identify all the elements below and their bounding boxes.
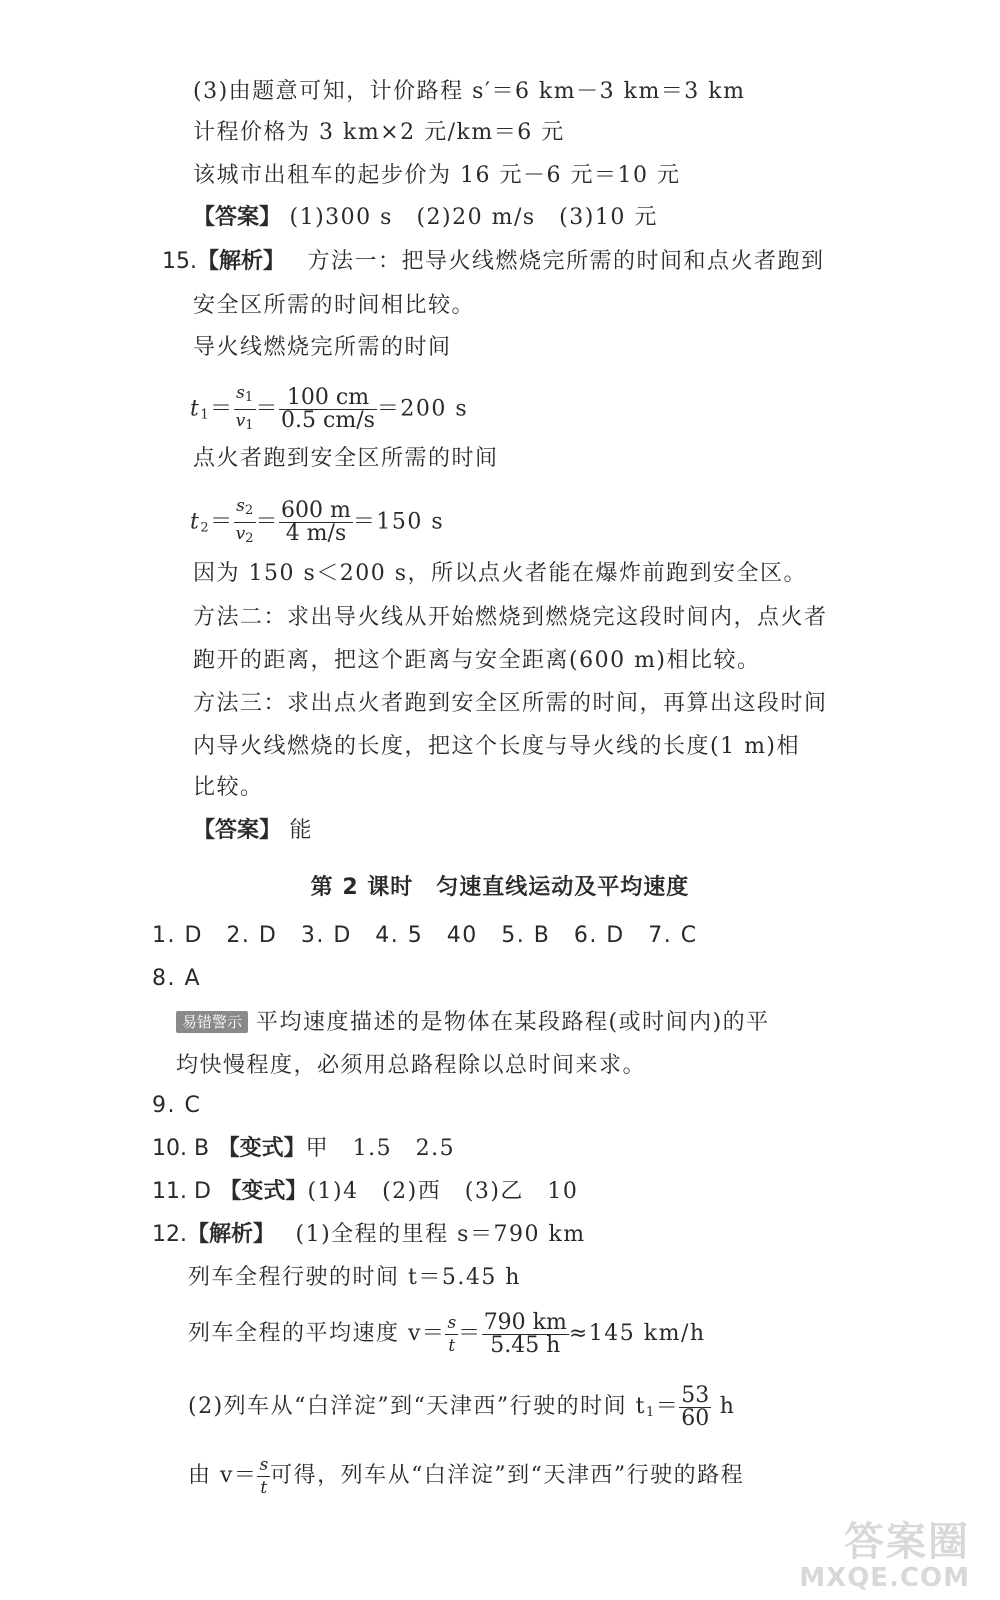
- q15-line-1: [162, 246, 825, 278]
- analysis-tag: 【解析】: [187, 1222, 276, 1247]
- q15-line-8: 方法三：求出点火者跑到安全区所需的时间，再算出这段时间: [193, 691, 828, 716]
- fraction-v: v: [235, 411, 246, 431]
- answers-row-1: 1. D 2. D 3. D 4. 5 40 5. B 6. D 7. C: [152, 923, 698, 948]
- formula-prefix: (2)列车从“白洋淀”到“天津西”行驶的时间 t: [188, 1394, 646, 1419]
- warning-text-1: 平均速度描述的是物体在某段路程(或时间内)的平: [256, 1010, 770, 1035]
- prev-answer: [193, 202, 658, 234]
- formula-var-sub: 1: [200, 407, 211, 423]
- formula-suffix: 可得，列车从“白洋淀”到“天津西”行驶的路程: [270, 1463, 745, 1488]
- prev-line-2: 计程价格为 3 km×2 元/km＝6 元: [193, 120, 565, 145]
- answers-row-2: 8. A: [152, 966, 202, 991]
- fraction-denominator: 0.5 cm/s: [281, 408, 375, 433]
- answers-row-3: 9. C: [152, 1093, 202, 1118]
- fraction-t: t: [260, 1477, 268, 1498]
- fraction-s: s: [236, 496, 245, 516]
- q12-formula-3: [188, 1452, 744, 1500]
- analysis-tag: 【解析】: [197, 249, 286, 274]
- formula-result: ＝150 s: [352, 509, 445, 535]
- formula-prefix: 列车全程的平均速度 v＝: [188, 1321, 446, 1346]
- fraction-symbolic: [445, 1312, 458, 1357]
- fraction-v-sub: 1: [245, 418, 254, 433]
- q12-line-1: [152, 1219, 586, 1251]
- q15-text-1: 方法一：把导火线燃烧完所需的时间和点火者跑到: [307, 249, 825, 274]
- q15-formula-2: $t_2=$ $\frac{s_2}{v_2}$ ＝ $\frac{600 m}{4 m/s}$ ＝150 s: [190, 495, 444, 553]
- warning-badge: 易错警示: [176, 1011, 248, 1033]
- fraction-s-sub: 1: [244, 390, 254, 405]
- watermark-line-2: MXQE.COM: [799, 1563, 970, 1593]
- fraction-numerator: 53: [681, 1382, 710, 1408]
- q12-line-2: 列车全程行驶的时间 t＝5.45 h: [188, 1265, 521, 1290]
- q12-formula-2: (2)列车从“白洋淀”到“天津西”行驶的时间 $t_1=$ $\frac{53}{60}$ h: [188, 1382, 736, 1431]
- answer-text: 能: [289, 818, 314, 843]
- variant-tag: 【变式】: [217, 1136, 306, 1161]
- fraction-v-sub: 2: [245, 531, 254, 546]
- q12-text-1: (1)全程的里程 s＝790 km: [295, 1222, 586, 1247]
- fraction-denominator: 5.45 h: [490, 1332, 561, 1358]
- fraction-numerator: 100 cm: [279, 387, 377, 410]
- formula-var: t: [190, 396, 201, 422]
- answers-row-5: [152, 1176, 578, 1208]
- formula-var-sub: 1: [646, 1405, 656, 1420]
- q15-line-7: 跑开的距离，把这个距离与安全距离(600 m)相比较。: [193, 648, 761, 673]
- fraction-symbolic: [234, 495, 256, 550]
- variant-tag: 【变式】: [219, 1179, 308, 1204]
- answer-item: 11. D: [152, 1179, 211, 1204]
- answers-row-4: [152, 1133, 455, 1165]
- fraction-numerator: 600 m: [281, 498, 351, 523]
- fraction-denominator: 60: [681, 1405, 710, 1431]
- q15-line-3: 导火线燃烧完所需的时间: [193, 335, 452, 360]
- formula-unit: h: [711, 1394, 736, 1419]
- watermark-logo: [799, 1520, 970, 1592]
- section-title: 第 2 课时 匀速直线运动及平均速度: [310, 875, 690, 900]
- q15-answer: [193, 815, 313, 847]
- formula-result: ≈145 km/h: [568, 1321, 706, 1346]
- prev-line-1: (3)由题意可知，计价路程 s′＝6 km－3 km＝3 km: [193, 79, 746, 104]
- q12-formula-1: 列车全程的平均速度 v＝ $\frac{s}{t}$ ＝ $\frac{790 km}{5.45 h}$ ≈145 km/h: [188, 1309, 706, 1358]
- answer-tag: 【答案】: [193, 818, 282, 843]
- fraction-numeric: [279, 387, 377, 432]
- fraction-symbolic: [234, 382, 256, 437]
- fraction-s-sub: 2: [244, 503, 254, 518]
- variant-answer: (1)4 (2)西 (3)乙 10: [307, 1179, 579, 1204]
- q15-line-5: 因为 150 s＜200 s，所以点火者能在爆炸前跑到安全区。: [193, 561, 808, 586]
- formula-var-sub: 2: [200, 520, 211, 536]
- q15-formula-1: $t_1=$ $\frac{s_1}{v_1}$ ＝ $\frac{100 cm}{0.5 cm/s}$ ＝200 s: [190, 382, 468, 440]
- q15-line-10: 比较。: [193, 775, 264, 800]
- fraction-s: s: [236, 383, 245, 403]
- fraction-s: s: [447, 1312, 457, 1333]
- q15-line-2: 安全区所需的时间相比较。: [193, 293, 476, 318]
- formula-var: t: [190, 509, 201, 535]
- prev-line-3: 该城市出租车的起步价为 16 元－6 元＝10 元: [193, 163, 681, 188]
- warning-line-2: 均快慢程度，必须用总路程除以总时间来求。: [176, 1053, 647, 1078]
- fraction-numeric: [679, 1382, 711, 1431]
- formula-prefix: 由 v＝: [188, 1463, 258, 1488]
- fraction-v: v: [235, 524, 246, 544]
- fraction-t: t: [448, 1335, 456, 1356]
- q15-line-6: 方法二：求出导火线从开始燃烧到燃烧完这段时间内，点火者: [193, 605, 828, 630]
- answer-item: 10. B: [152, 1136, 210, 1161]
- answer-tag: 【答案】: [193, 205, 282, 230]
- fraction-numeric: [279, 500, 353, 545]
- q15-line-4: 点火者跑到安全区所需的时间: [193, 446, 499, 471]
- warning-line-1: [176, 1007, 770, 1039]
- fraction-numerator: 790 km: [483, 1309, 567, 1335]
- fraction-s: s: [259, 1454, 269, 1475]
- fraction-numeric: [482, 1309, 569, 1358]
- fraction-denominator: 4 m/s: [285, 521, 347, 546]
- q15-line-9: 内导火线燃烧的长度，把这个长度与导火线的长度(1 m)相: [193, 734, 801, 759]
- watermark-line-1: 答案圈: [844, 1519, 970, 1565]
- formula-result: ＝200 s: [376, 396, 469, 422]
- answer-text: (1)300 s (2)20 m/s (3)10 元: [289, 205, 658, 230]
- question-number: 15.: [162, 249, 197, 274]
- variant-answer: 甲 1.5 2.5: [305, 1136, 456, 1161]
- fraction-symbolic: [257, 1454, 270, 1499]
- question-number: 12.: [152, 1222, 187, 1247]
